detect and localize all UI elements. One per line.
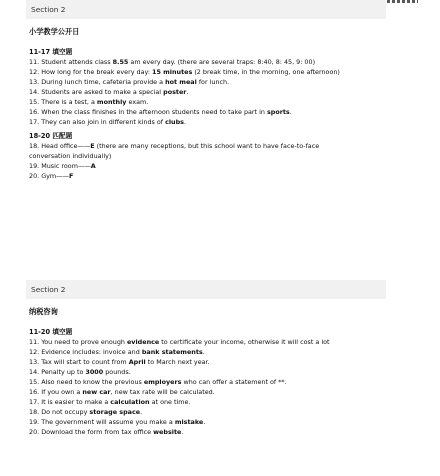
item-answer: E	[90, 142, 95, 150]
section-2-heading-11-20: 11-20 填空题	[29, 328, 73, 336]
item-text: 14. Penalty up to	[29, 368, 86, 376]
item-answer: F	[68, 172, 74, 180]
item-text-after: .	[203, 418, 206, 426]
item-answer: April	[128, 358, 146, 366]
item-text: 13. Tax will start to count from	[29, 358, 129, 366]
item-text-after: , new tax rate will be calculated.	[110, 388, 215, 396]
section-1-heading-18-20: 18-20 匹配题	[29, 132, 73, 140]
list-item	[29, 427, 429, 437]
item-answer: website	[153, 428, 182, 436]
item-text-after: .	[184, 118, 187, 126]
item-text: 12. How long for the break every day:	[29, 68, 153, 76]
item-answer: storage space	[89, 408, 141, 416]
section-1-label: Section 2	[31, 5, 66, 14]
item-text-after: to certificate your income, otherwise it will cost a lot	[159, 338, 330, 346]
item-text-after: for lunch.	[196, 78, 230, 86]
item-answer: employers	[143, 378, 182, 386]
item-text: 19. Music room——	[29, 162, 91, 170]
section-1-heading-11-17: 11-17 填空题	[29, 48, 73, 56]
list-item	[29, 357, 429, 367]
item-answer: mistake	[174, 418, 204, 426]
item-answer: clubs	[165, 118, 184, 126]
list-item	[29, 397, 429, 407]
item-answer: 8.55	[112, 58, 129, 66]
list-item	[29, 337, 429, 347]
item-text: 12. Evidence includes: invoice and	[29, 348, 142, 356]
list-item	[29, 417, 429, 427]
item-text-after: (there are many receptions, but this school want to have face-to-face	[94, 142, 320, 150]
item-text-after: pounds.	[103, 368, 131, 376]
section-1-content	[29, 26, 429, 181]
item-answer: 15 minutes	[152, 68, 193, 76]
item-text: 17. It is easier to make a	[29, 398, 111, 406]
section-2-list-11-20	[29, 337, 429, 437]
section-2-header	[26, 280, 386, 299]
section-1-header	[26, 0, 386, 19]
item-answer: evidence	[126, 338, 160, 346]
section-1-list-18-20	[29, 141, 429, 181]
item-text-after: who can offer a statement of **.	[181, 378, 287, 386]
list-item	[29, 117, 429, 127]
item-text-after: at one time.	[149, 398, 191, 406]
list-item	[29, 367, 429, 377]
list-item	[29, 107, 429, 117]
item-text-after: exam.	[126, 98, 149, 106]
item-text: 16. When the class finishes in the afternoon students need to take part in	[29, 108, 267, 116]
list-item	[29, 141, 429, 151]
item-text-after: .	[181, 428, 184, 436]
item-text: 20. Download the form from tax office	[29, 428, 154, 436]
item-text-after: to March next year.	[145, 358, 210, 366]
section-2-label: Section 2	[31, 285, 66, 294]
item-text: conversation individually)	[29, 152, 112, 160]
item-text: 15. There is a test, a	[29, 98, 97, 106]
list-item	[29, 57, 429, 67]
list-item	[29, 161, 429, 171]
section-2-content	[29, 306, 429, 437]
item-answer: A	[90, 162, 96, 170]
item-answer: hot meal	[165, 78, 197, 86]
item-text-after: .	[140, 408, 143, 416]
list-item	[29, 67, 429, 77]
list-item	[29, 97, 429, 107]
item-answer: new car	[82, 388, 111, 396]
item-text: 15. Also need to know the previous	[29, 378, 144, 386]
list-item	[29, 87, 429, 97]
item-text-after: .	[186, 88, 189, 96]
section-1-list-11-17	[29, 57, 429, 127]
list-item	[29, 347, 429, 357]
item-text-after: am every day. (there are several traps: 8:40, 8: 45, 9: 00)	[128, 58, 316, 66]
item-text: 19. The government will assume you make a	[29, 418, 175, 426]
item-text-after: .	[289, 108, 292, 116]
item-text: 17. They can also join in different kinds of	[29, 118, 166, 126]
item-answer: 3000	[85, 368, 104, 376]
section-1-title: 小学教学公开日	[29, 27, 80, 36]
item-answer: sports	[266, 108, 290, 116]
item-text: 20. Gym——	[29, 172, 69, 180]
item-text-after: .	[202, 348, 205, 356]
list-item	[29, 377, 429, 387]
list-item	[29, 77, 429, 87]
item-text: 18. Do not occupy	[29, 408, 90, 416]
item-text: 18. Head office——	[29, 142, 91, 150]
list-item	[29, 407, 429, 417]
item-text: 11. Student attends class	[29, 58, 113, 66]
item-answer: poster	[163, 88, 187, 96]
item-text: 16. If you own a	[29, 388, 83, 396]
item-text: 14. Students are asked to make a special	[29, 88, 164, 96]
list-item	[29, 387, 429, 397]
section-2-title: 纳税咨询	[29, 307, 58, 316]
item-text: 11. You need to prove enough	[29, 338, 127, 346]
list-item	[29, 171, 429, 181]
item-answer: calculation	[110, 398, 150, 406]
item-answer: monthly	[96, 98, 127, 106]
item-text-after: (2 break time, in the morning, one afternoon)	[192, 68, 340, 76]
item-text: 13. During lunch time, cafeteria provide a	[29, 78, 166, 86]
item-answer: bank statements	[141, 348, 203, 356]
list-item	[29, 151, 429, 161]
